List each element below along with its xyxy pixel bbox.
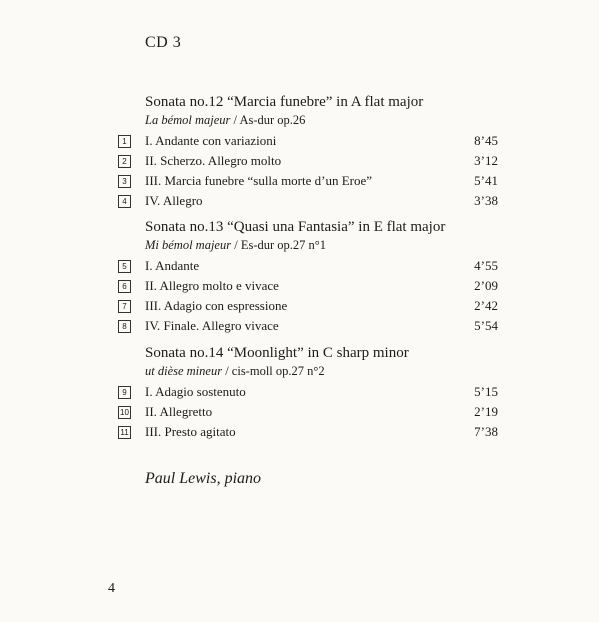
track-row[interactable] bbox=[118, 384, 498, 402]
track-row[interactable] bbox=[118, 404, 498, 422]
sonata-title: Sonata no.12 “Marcia funebre” in A flat major bbox=[145, 94, 424, 110]
track-number-box: 11 bbox=[118, 426, 131, 439]
track-name: I. Andante bbox=[145, 258, 200, 273]
track-name: I. Andante con variazioni bbox=[145, 133, 277, 148]
track-row[interactable] bbox=[118, 424, 498, 442]
track-duration: 2’42 bbox=[474, 298, 498, 313]
cd-label: CD 3 bbox=[145, 34, 182, 51]
sonata-title: Sonata no.14 “Moonlight” in C sharp minor bbox=[145, 345, 409, 361]
track-name: II. Scherzo. Allegro molto bbox=[145, 153, 282, 168]
subtitle-key-french: La bémol majeur bbox=[145, 113, 231, 127]
track-row[interactable] bbox=[118, 173, 498, 191]
track-duration: 7’38 bbox=[474, 424, 498, 439]
subtitle-key-german: / As-dur op.26 bbox=[230, 113, 306, 127]
track-name: II. Allegro molto e vivace bbox=[145, 278, 279, 293]
track-row[interactable] bbox=[118, 298, 498, 316]
track-number-box: 5 bbox=[118, 260, 131, 273]
track-number-box: 6 bbox=[118, 280, 131, 293]
subtitle-key-french: ut dièse mineur bbox=[145, 364, 223, 378]
track-duration: 3’12 bbox=[474, 153, 498, 168]
performer-credit: Paul Lewis, piano bbox=[145, 470, 262, 487]
track-name: II. Allegretto bbox=[145, 404, 213, 419]
track-name: IV. Allegro bbox=[145, 193, 203, 208]
track-row[interactable] bbox=[118, 133, 498, 151]
track-row[interactable] bbox=[118, 153, 498, 171]
track-duration: 8’45 bbox=[474, 133, 498, 148]
sonata-subtitle bbox=[145, 113, 305, 128]
track-number-box: 3 bbox=[118, 175, 131, 188]
track-number-box: 2 bbox=[118, 155, 131, 168]
track-name: IV. Finale. Allegro vivace bbox=[145, 318, 279, 333]
track-duration: 2’19 bbox=[474, 404, 498, 419]
sonata-subtitle bbox=[145, 238, 326, 253]
track-row[interactable] bbox=[118, 258, 498, 276]
track-number-box: 7 bbox=[118, 300, 131, 313]
track-duration: 5’15 bbox=[474, 384, 498, 399]
track-duration: 5’41 bbox=[474, 173, 498, 188]
track-number-box: 9 bbox=[118, 386, 131, 399]
page-number: 4 bbox=[108, 581, 115, 596]
track-name: I. Adagio sostenuto bbox=[145, 384, 246, 399]
track-row[interactable] bbox=[118, 318, 498, 336]
track-duration: 2’09 bbox=[474, 278, 498, 293]
track-number-box: 4 bbox=[118, 195, 131, 208]
sonata-subtitle bbox=[145, 364, 325, 379]
track-duration: 5’54 bbox=[474, 318, 498, 333]
track-row[interactable] bbox=[118, 193, 498, 211]
track-number-box: 10 bbox=[118, 406, 131, 419]
track-number-box: 8 bbox=[118, 320, 131, 333]
track-row[interactable] bbox=[118, 278, 498, 296]
track-duration: 3’38 bbox=[474, 193, 498, 208]
track-name: III. Marcia funebre “sulla morte d’un Eroe” bbox=[145, 173, 373, 188]
sonata-title: Sonata no.13 “Quasi una Fantasia” in E flat major bbox=[145, 219, 446, 235]
subtitle-key-french: Mi bémol majeur bbox=[145, 238, 232, 252]
track-name: III. Adagio con espressione bbox=[145, 298, 288, 313]
track-number-box: 1 bbox=[118, 135, 131, 148]
subtitle-key-german: / cis-moll op.27 n°2 bbox=[222, 364, 325, 378]
track-duration: 4’55 bbox=[474, 258, 498, 273]
track-name: III. Presto agitato bbox=[145, 424, 236, 439]
subtitle-key-german: / Es-dur op.27 n°1 bbox=[231, 238, 327, 252]
